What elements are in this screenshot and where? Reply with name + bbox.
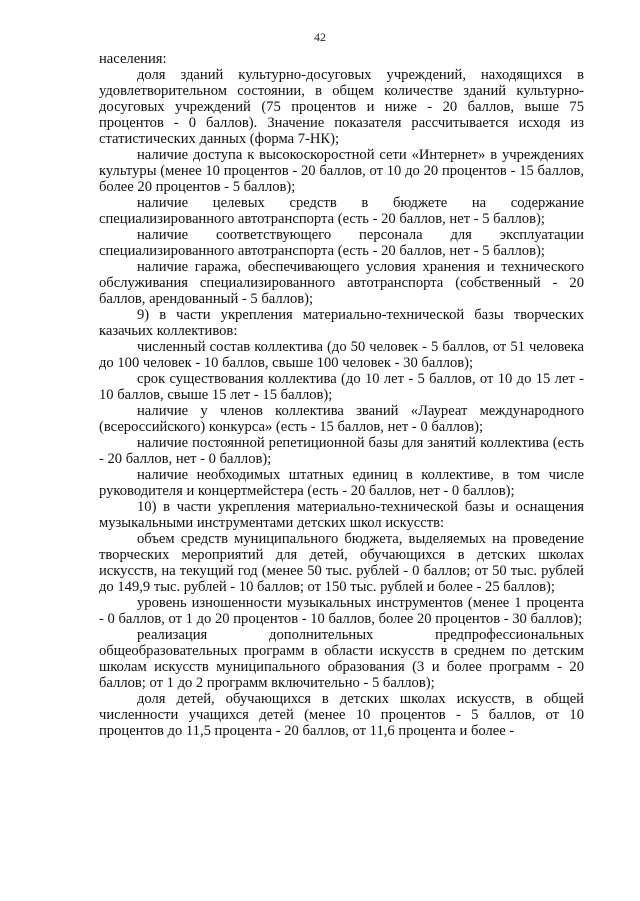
paragraph: доля детей, обучающихся в детских школах искусств, в общей численности учащихся детей (менее 10 процентов - 5 баллов, от 10 процентов до 11,5 процента - 20 баллов, от 11,6 процента и более - [99,691,584,739]
paragraph: наличие соответствующего персонала для эксплуатации специализированного автотранспорта (есть - 20 баллов, нет - 5 баллов); [99,227,584,259]
paragraph: наличие необходимых штатных единиц в коллективе, в том числе руководителя и концертмейстера (есть - 20 баллов, нет - 0 баллов); [99,467,584,499]
paragraph: срок существования коллектива (до 10 лет - 5 баллов, от 10 до 15 лет - 10 баллов, свыше 15 лет - 15 баллов); [99,371,584,403]
page-number: 42 [314,30,326,44]
paragraph: наличие постоянной репетиционной базы для занятий коллектива (есть - 20 баллов, нет - 0 баллов); [99,435,584,467]
paragraph: реализация дополнительных предпрофессиональных общеобразовательных программ в области искусств в среднем по детским школам искусств муниципального образования (3 и более программ - 20 баллов; от 1 до 2 программ включительно - 5 баллов); [99,627,584,691]
paragraph: доля зданий культурно-досуговых учреждений, находящихся в удовлетворительном состоянии, в общем количестве зданий культурно-досуговых учреждений (75 процентов и ниже - 20 баллов, выше 75 процентов - 0 баллов). Значение показателя рассчитывается исходя из статистических данных (форма 7-НК); [99,67,584,147]
paragraph: наличие у членов коллектива званий «Лауреат международного (всероссийского) конкурса» (есть - 15 баллов, нет - 0 баллов); [99,403,584,435]
paragraph: уровень изношенности музыкальных инструментов (менее 1 процента - 0 баллов, от 1 до 20 процентов - 10 баллов, более 20 процентов - 30 баллов); [99,595,584,627]
paragraph: наличие доступа к высокоскоростной сети «Интернет» в учреждениях культуры (менее 10 процентов - 20 баллов, от 10 до 20 процентов - 15 баллов, более 20 процентов - 5 баллов); [99,147,584,195]
paragraph: 10) в части укрепления материально-технической базы и оснащения музыкальными инструментами детских школ искусств: [99,499,584,531]
paragraph: численный состав коллектива (до 50 человек - 5 баллов, от 51 человека до 100 человек - 10 баллов, свыше 100 человек - 30 баллов); [99,339,584,371]
paragraph: 9) в части укрепления материально-технической базы творческих казачьих коллективов: [99,307,584,339]
paragraph: наличие гаража, обеспечивающего условия хранения и технического обслуживания специализированного автотранспорта (собственный - 20 баллов, арендованный - 5 баллов); [99,259,584,307]
paragraph: объем средств муниципального бюджета, выделяемых на проведение творческих мероприятий для детей, обучающихся в детских школах искусств, на текущий год (менее 50 тыс. рублей - 0 баллов; от 50 тыс. рублей до 149,9 тыс. рублей - 10 баллов; от 150 тыс. рублей и более - 25 баллов); [99,531,584,595]
document-body [99,51,584,739]
paragraph: наличие целевых средств в бюджете на содержание специализированного автотранспорта (есть - 20 баллов, нет - 5 баллов); [99,195,584,227]
paragraph: населения: [99,51,167,67]
